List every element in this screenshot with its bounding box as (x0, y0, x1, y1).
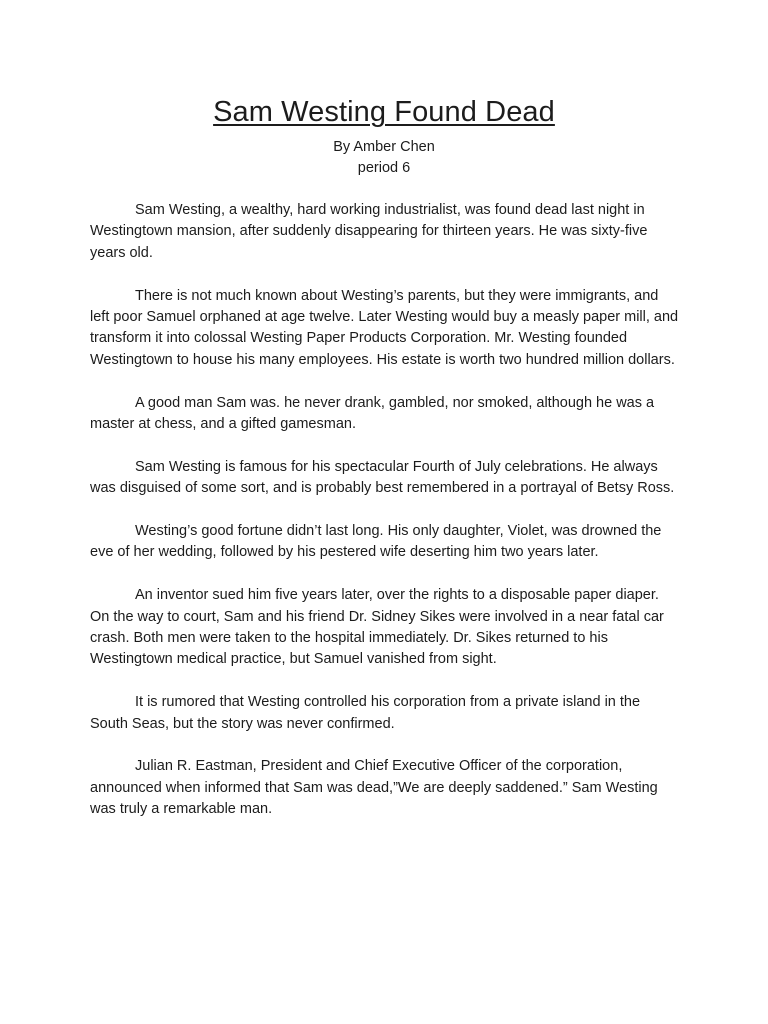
paragraph: There is not much known about Westing’s parents, but they were immigrants, and left poor Samuel orphaned at age twelve. Later Westing would buy a measly paper mill, and transform it into colossal Westing Paper Products Corporation. Mr. Westing founded Westingtown to house his many employees. His estate is worth two hundred million dollars. (90, 287, 679, 368)
author-byline: By Amber Chen (333, 139, 435, 155)
paragraph: It is rumored that Westing controlled his corporation from a private island in the South Seas, but the story was never confirmed. (90, 694, 641, 732)
paragraph: Westing’s good fortune didn’t last long. His only daughter, Violet, was drowned the eve of her wedding, followed by his pestered wife deserting him two years later. (90, 523, 662, 561)
paragraph: An inventor sued him five years later, over the rights to a disposable paper diaper. On the way to court, Sam and his friend Dr. Sidney Sikes were involved in a near fatal car crash. Both men were taken to the hospital immediately. Dr. Sikes returned to his Westingtown medical practice, but Samuel vanished from sight. (90, 587, 664, 668)
page-title: Sam Westing Found Dead (213, 96, 555, 128)
paragraph: Sam Westing, a wealthy, hard working industrialist, was found dead last night in Westingtown mansion, after suddenly disappearing for thirteen years. He was sixty-five years old. (90, 202, 648, 261)
paragraph: Julian R. Eastman, President and Chief Executive Officer of the corporation, announced when informed that Sam was dead,”We are deeply saddened.” Sam Westing was truly a remarkable man. (90, 758, 658, 818)
class-period: period 6 (357, 160, 411, 176)
paragraph: A good man Sam was. he never drank, gambled, nor smoked, although he was a master at chess, and a gifted gamesman. (90, 394, 655, 433)
byline-block (0, 137, 768, 179)
paragraph: Sam Westing is famous for his spectacular Fourth of July celebrations. He always was disguised of some sort, and is probably best remembered in a portrayal of Betsy Ross. (90, 458, 675, 497)
article-body (90, 200, 680, 842)
